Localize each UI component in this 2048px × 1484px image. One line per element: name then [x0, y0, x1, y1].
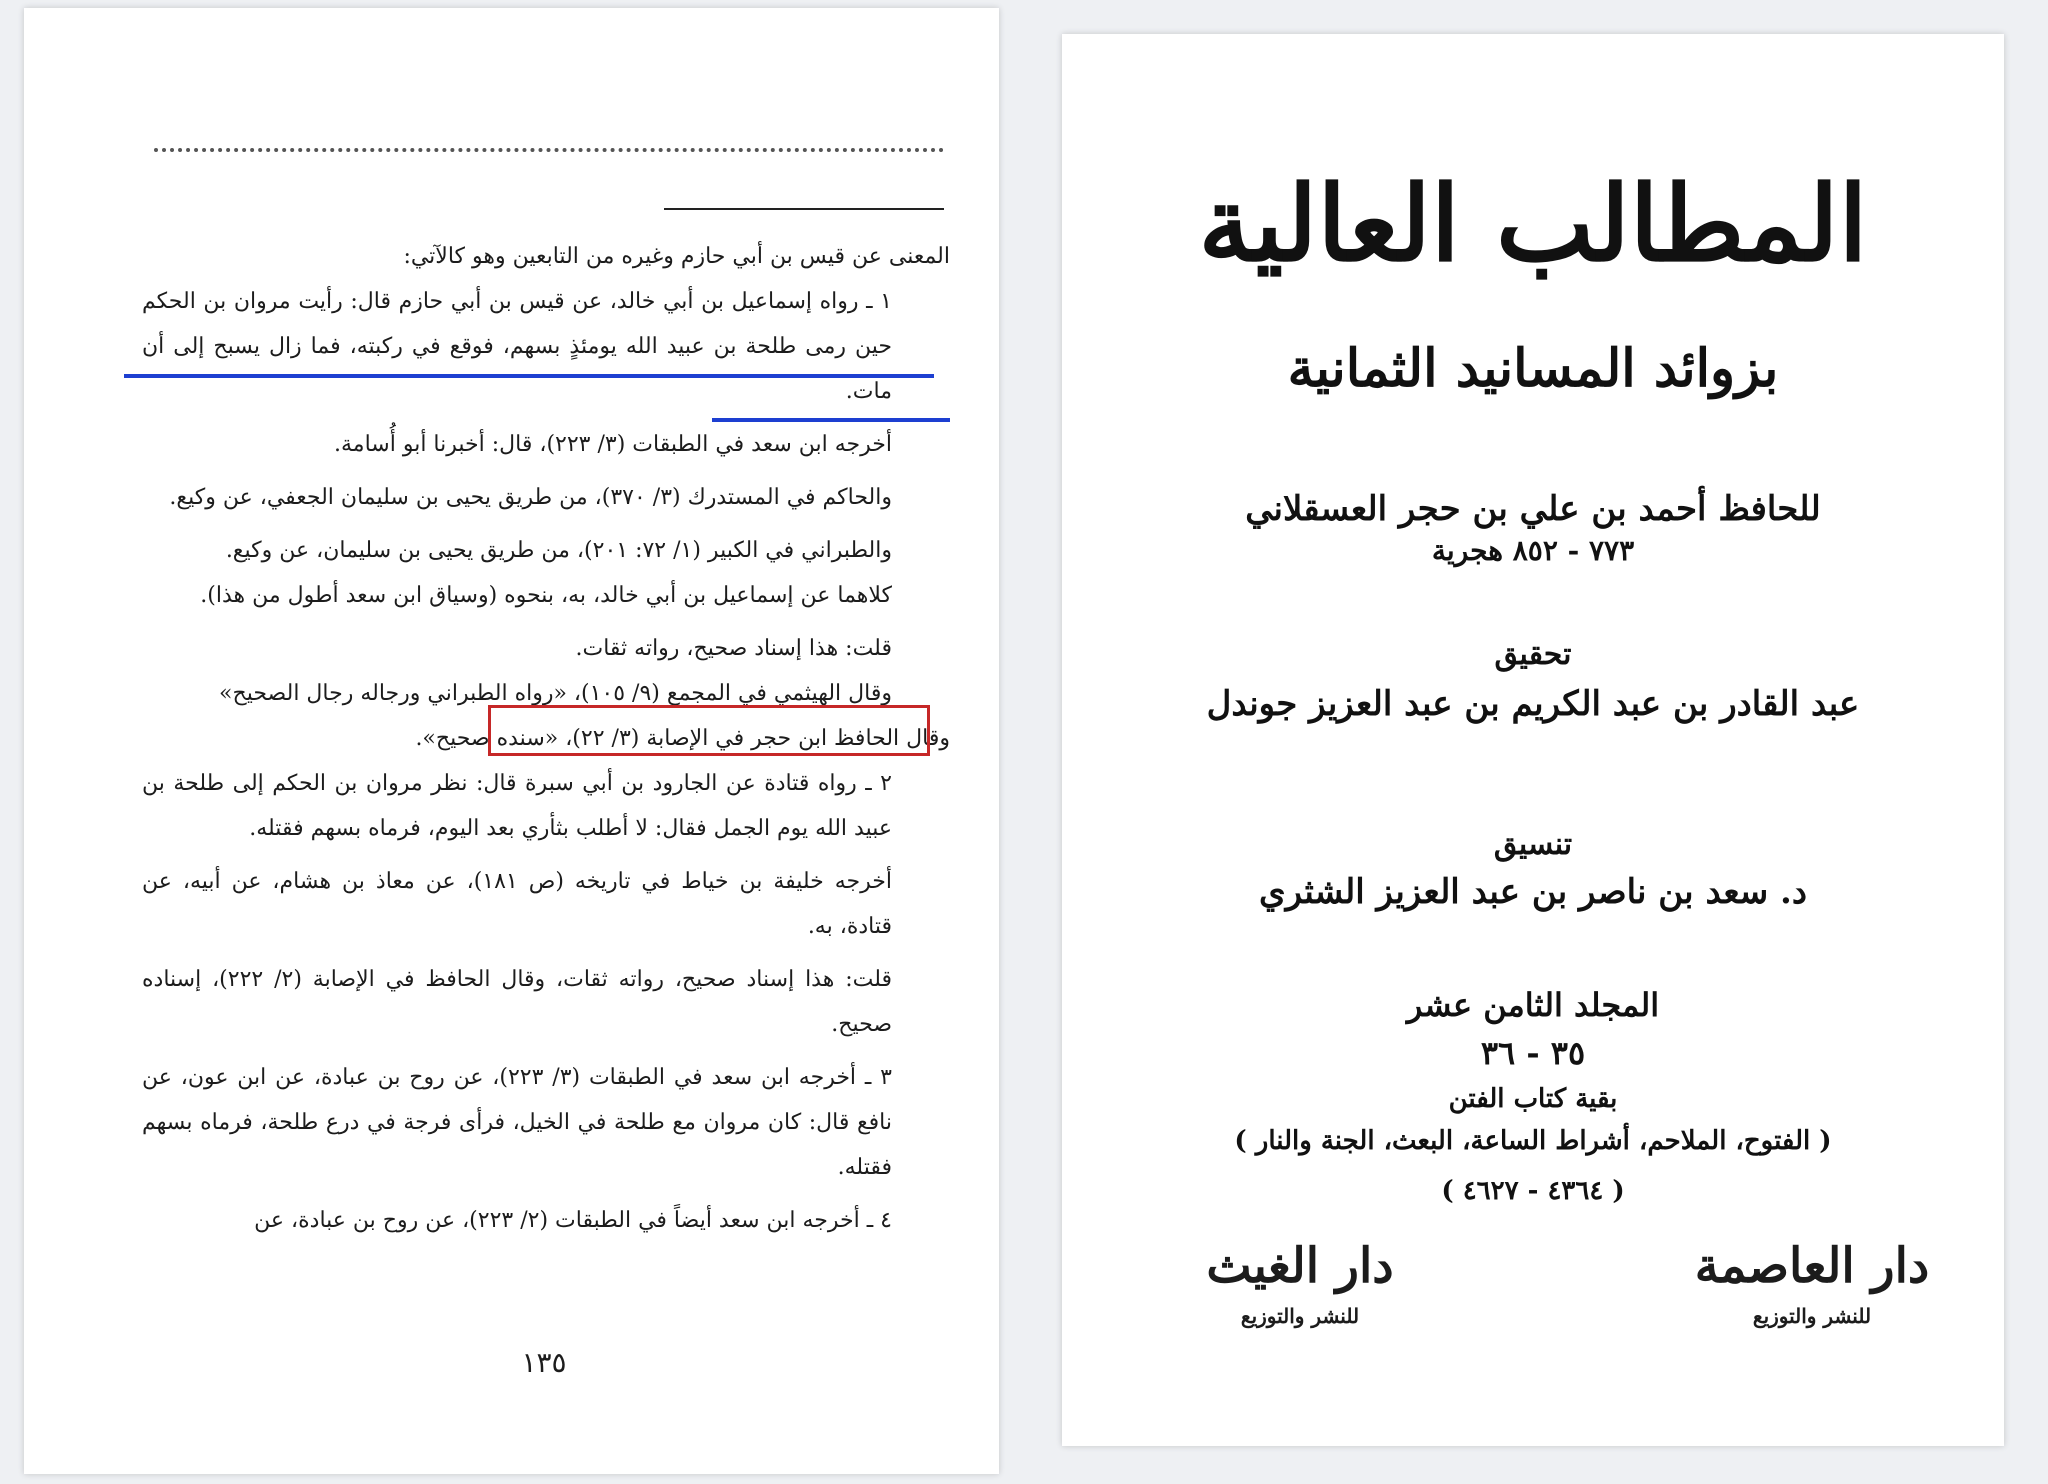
text-paragraph: وقال الحافظ ابن حجر في الإصابة (٣/ ٢٢)، «سنده صحيح».	[415, 726, 950, 751]
dotted-separator	[154, 148, 944, 152]
tahqiq-label: تحقيق	[1494, 637, 1572, 672]
text-paragraph: قلت: هذا إسناد صحيح، رواته ثقات، وقال الحافظ في الإصابة (٢/ ٢٢٢)، إسناده صحيح.	[142, 967, 893, 1037]
text-paragraph: وقال الهيثمي في المجمع (٩/ ١٠٥)، «رواه الطبراني ورجاله رجال الصحيح»	[219, 681, 892, 706]
publisher-logo-asima	[1682, 1234, 1942, 1328]
book-subtitle: بزوائد المسانيد الثمانية	[1287, 338, 1779, 399]
blue-underline-annotation	[712, 418, 950, 422]
publisher-tagline: للنشر والتوزيع	[1240, 1304, 1360, 1328]
coordination-label: تنسيق	[1493, 827, 1573, 862]
book-section: بقية كتاب الفتن	[1448, 1084, 1618, 1114]
publisher-tagline: للنشر والتوزيع	[1752, 1304, 1872, 1328]
author-name: للحافظ أحمد بن علي بن حجر العسقلاني	[1245, 489, 1821, 529]
page-number: ١٣٥	[521, 1346, 567, 1379]
red-box-annotation	[488, 705, 930, 756]
author-dates: ٧٧٣ - ٨٥٢ هجرية	[1431, 534, 1635, 567]
text-paragraph: ٤ ـ أخرجه ابن سعد أيضاً في الطبقات (٢/ ٢٢٣)، عن روح بن عبادة، عن	[254, 1208, 892, 1233]
book-title: المطالب العالية	[1198, 162, 1868, 285]
text-paragraph: والحاكم في المستدرك (٣/ ٣٧٠)، من طريق يحيى بن سليمان الجعفي، عن وكيع.	[169, 485, 892, 510]
hadith-range: ( ٤٣٦٤ - ٤٦٢٧ )	[1441, 1176, 1625, 1206]
volume-label: المجلد الثامن عشر	[1406, 986, 1660, 1024]
publisher-name: دار الغيث	[1206, 1238, 1394, 1294]
highlighted-paragraph: قلت: هذا إسناد صحيح، رواته ثقات.	[575, 636, 892, 661]
text-paragraph: ٢ ـ رواه قتادة عن الجارود بن أبي سبرة قال: نظر مروان بن الحكم إلى طلحة بن عبيد الله يوم الجمل فقال: لا أطلب بثأري بعد اليوم، فرماه بسهم فقتله.	[142, 771, 892, 841]
text-paragraph: ١ ـ رواه إسماعيل بن أبي خالد، عن قيس بن أبي حازم قال: رأيت مروان بن الحكم حين رمى طلحة بن عبيد الله يومئذٍ بسهم، فوقع في ركبته، فما زال يسبح إلى أن مات.	[142, 289, 892, 404]
volume-range: ٣٥ - ٣٦	[1480, 1034, 1586, 1072]
publisher-name: دار العاصمة	[1694, 1238, 1930, 1294]
coordinator-name: د. سعد بن ناصر بن عبد العزيز الشثري	[1258, 872, 1808, 912]
topics-list: ( الفتوح، الملاحم، أشراط الساعة، البعث، الجنة والنار )	[1234, 1126, 1832, 1156]
editor-name: عبد القادر بن عبد الكريم بن عبد العزيز جوندل	[1206, 684, 1860, 724]
title-page	[1062, 34, 2004, 1446]
text-paragraph: المعنى عن قيس بن أبي حازم وغيره من التابعين وهو كالآتي:	[403, 244, 950, 269]
blue-underline-annotation	[124, 374, 934, 378]
text-paragraph: كلاهما عن إسماعيل بن أبي خالد، به، بنحوه (وسياق ابن سعد أطول من هذا).	[200, 583, 892, 608]
publisher-logo-ghayth	[1170, 1234, 1430, 1328]
text-paragraph: أخرجه ابن سعد في الطبقات (٣/ ٢٢٣)، قال: أخبرنا أبو أُسامة.	[334, 432, 892, 457]
left-book-page	[24, 8, 999, 1474]
text-paragraph: أخرجه خليفة بن خياط في تاريخه (ص ١٨١)، عن معاذ بن هشام، عن أبيه، عن قتادة، به.	[142, 869, 892, 939]
text-paragraph: والطبراني في الكبير (١/ ٧٢: ٢٠١)، من طريق يحيى بن سليمان، عن وكيع.	[225, 538, 892, 563]
text-paragraph: ٣ ـ أخرجه ابن سعد في الطبقات (٣/ ٢٢٣)، عن روح بن عبادة، عن ابن عون، عن نافع قال: كان مروان مع طلحة في الخيل، فرأى فرجة في درع طلحة، فرماه بسهم فقتله.	[142, 1065, 892, 1180]
footnote-rule	[664, 208, 944, 210]
